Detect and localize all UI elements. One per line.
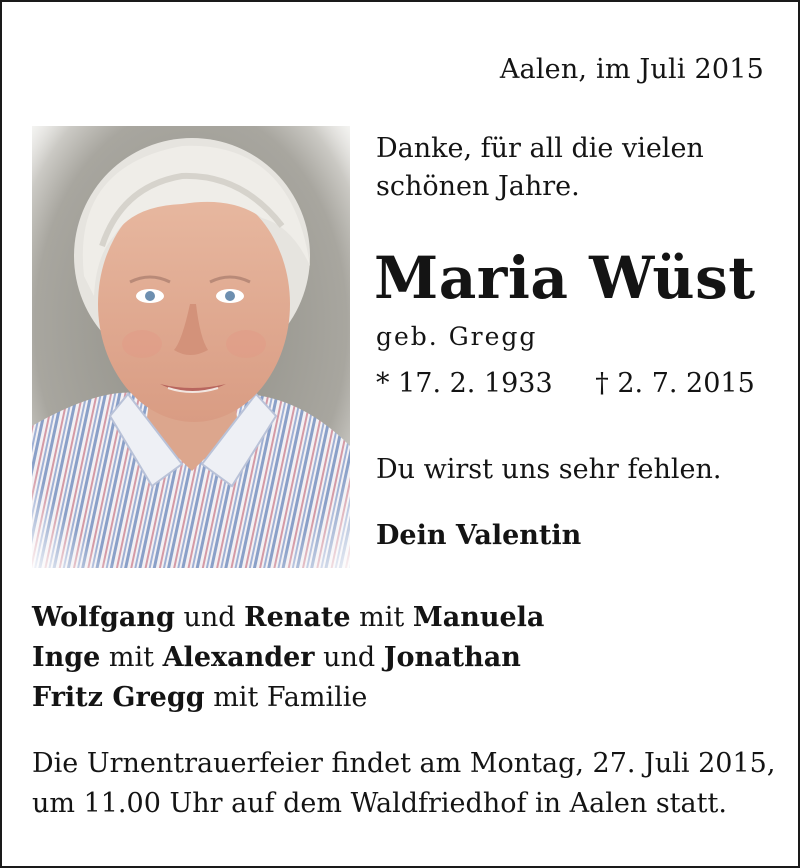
birth-date: * 17. 2. 1933	[376, 368, 553, 399]
mourner-name: Manuela	[412, 602, 545, 633]
ceremony-line-1: Die Urnentrauerfeier findet am Montag, 27. Juli 2015,	[32, 748, 776, 779]
family-line-1	[32, 598, 544, 638]
family-list	[32, 598, 544, 718]
connector: und	[183, 602, 236, 633]
family-line-2	[32, 638, 544, 678]
connector: mit Familie	[213, 682, 368, 713]
signer-name: Dein Valentin	[376, 520, 582, 551]
place-date: Aalen, im Juli 2015	[499, 54, 764, 85]
connector: und	[323, 642, 376, 673]
connector: mit	[359, 602, 405, 633]
thanks-line-1: Danke, für all die vielen	[376, 133, 704, 164]
life-dates	[376, 368, 755, 399]
thanks-text	[376, 130, 704, 206]
mourner-name: Wolfgang	[32, 602, 175, 633]
mourner-name: Jonathan	[383, 642, 521, 673]
mourner-name: Fritz Gregg	[32, 682, 205, 713]
death-date: † 2. 7. 2015	[595, 368, 755, 399]
mourner-name: Alexander	[162, 642, 315, 673]
mourner-name: Inge	[32, 642, 101, 673]
maiden-name: geb. Gregg	[376, 322, 538, 351]
connector: mit	[108, 642, 155, 673]
ceremony-info	[32, 744, 775, 824]
farewell-message: Du wirst uns sehr fehlen.	[376, 454, 722, 485]
deceased-name: Maria Wüst	[374, 244, 756, 312]
family-line-3	[32, 678, 544, 718]
ceremony-line-2: um 11.00 Uhr auf dem Waldfriedhof in Aalen statt.	[32, 788, 727, 819]
portrait-illustration	[32, 126, 350, 568]
mourner-name: Renate	[244, 602, 351, 633]
portrait-photo	[32, 126, 350, 568]
thanks-line-2: schönen Jahre.	[376, 171, 580, 202]
